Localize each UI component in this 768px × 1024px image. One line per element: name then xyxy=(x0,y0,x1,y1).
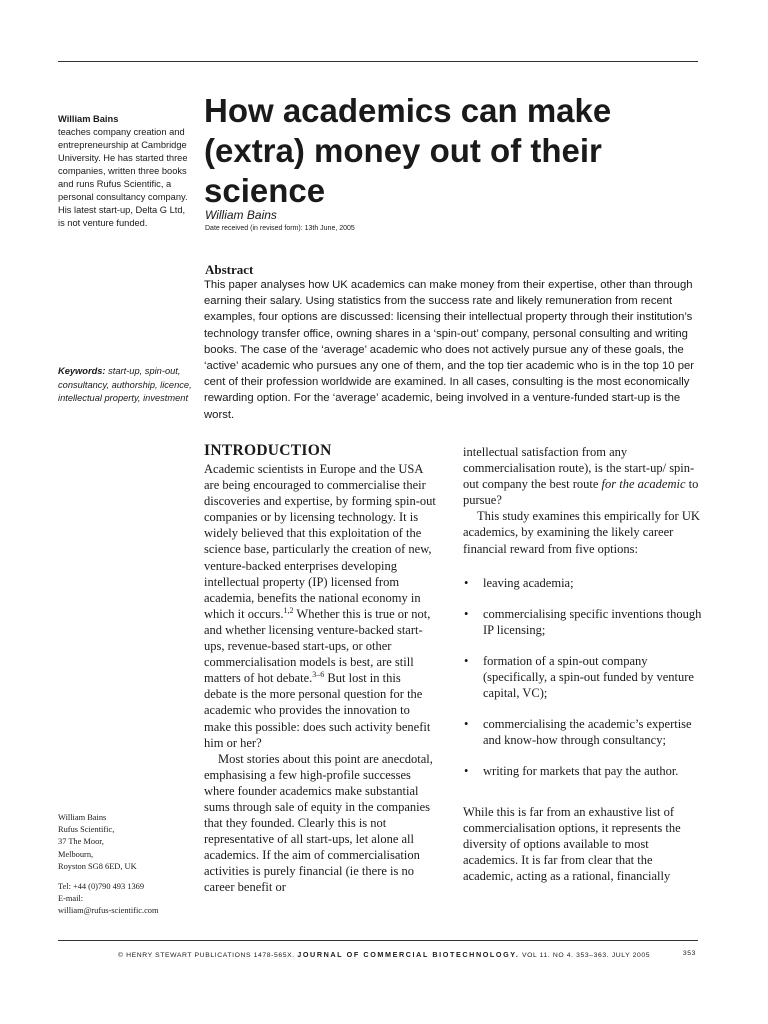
address-line: Royston SG8 6ED, UK xyxy=(58,861,137,871)
list-item-text: formation of a spin-out company (specifically, a spin-out funded by venture capital, VC); xyxy=(483,653,694,701)
list-item xyxy=(463,575,703,591)
top-rule xyxy=(58,61,698,62)
date-received: Date received (in revised form): 13th June, 2005 xyxy=(205,225,355,232)
list-item xyxy=(463,763,703,779)
footer-journal-name: JOURNAL OF COMMERCIAL BIOTECHNOLOGY. xyxy=(297,950,520,959)
bullet-icon: • xyxy=(464,717,469,732)
address-spacer xyxy=(58,873,198,881)
reference-superscript: 1,2 xyxy=(283,605,294,615)
list-item-text: leaving academia; xyxy=(483,575,574,590)
address-line: Rufus Scientific, xyxy=(58,825,115,835)
keywords xyxy=(58,365,193,406)
body-paragraph xyxy=(463,444,703,508)
options-list xyxy=(463,575,703,780)
address-line: William Bains xyxy=(58,813,107,822)
body-paragraph: While this is far from an exhaustive list of commercialisation options, it represents the diversity of options available to most academics. It is far from clear that the academic, acting as a rational, financially xyxy=(463,804,681,883)
author-bio xyxy=(58,113,188,230)
body-text-segment: to pursue? xyxy=(463,477,699,508)
correspondence-address xyxy=(58,812,198,918)
abstract-body: This paper analyses how UK academics can make money from their expertise, other than through earning their salary. Using statistics from the success rate and likely remuneration from recent examples, four options are discussed: licensing their intellectual property through their institution’s technology transfer office, owning shares in a ‘spin-out’ company, personal consulting and writing books. The case of the ‘average’ academic who does not actively pursue any of these goals, the ‘active’ academic who pursues any one of them, and the top tier academic who is in the top 10 per cent of their profession worldwide are examined. In all cases, consulting is the most economically rewarding option. For the ‘average’ academic, being involved in a venture-funded start-up is the worst. xyxy=(204,279,695,421)
body-text-segment: intellectual satisfaction from any commercialisation route), is the start-up/ spin-out company the best route xyxy=(463,445,695,492)
body-paragraph xyxy=(204,461,436,751)
abstract-heading: Abstract xyxy=(205,262,254,277)
keywords-text: start-up, spin-out, consultancy, authorship, licence, intellectual property, investment xyxy=(58,366,192,403)
introduction-heading: INTRODUCTION xyxy=(204,442,332,459)
body-column-left xyxy=(204,442,436,896)
footer-copyright: © HENRY STEWART PUBLICATIONS 1478-565X. xyxy=(118,952,295,959)
keywords-label: Keywords: xyxy=(58,366,106,376)
list-item xyxy=(463,606,703,638)
list-item-text: writing for markets that pay the author. xyxy=(483,764,679,779)
address-tel: Tel: +44 (0)790 493 1369 xyxy=(58,882,145,892)
address-email-label: E-mail: xyxy=(58,894,84,904)
footer-citation xyxy=(118,950,650,959)
address-line: Melbourn, xyxy=(58,849,94,859)
article-title: How academics can make (extra) money out of their science xyxy=(204,92,612,209)
list-item-text: commercialising the academic’s expertise and know-how through consultancy; xyxy=(483,717,692,748)
bullet-icon: • xyxy=(464,764,469,779)
body-text-segment: Academic scientists in Europe and the USA are being encouraged to commercialise their discoveries and expertise, by forming spin-out companies or by licensing technology. It is widely believed that this exploitation of the science base, particularly the creation of new, venture-backed enterprises developing intellectual property (IP) licensed from academia, benefits the national economy in which it occurs. xyxy=(204,462,436,621)
body-paragraph: This study examines this empirically for UK academics, by examining the likely career financial reward from five options: xyxy=(463,509,700,556)
article-byline: William Bains xyxy=(205,208,277,222)
body-text-emphasis: for the academic xyxy=(601,477,686,492)
footer-rule xyxy=(58,940,698,941)
bullet-icon: • xyxy=(464,606,469,621)
body-text-segment: Whether this is true or not, and whether licensing venture-backed start-ups, revenue-based start-ups, or other commercialisation models is best, are still matters of hot debate. xyxy=(204,606,431,686)
list-item xyxy=(463,653,703,701)
address-email[interactable]: william@rufus-scientific.com xyxy=(58,906,159,916)
bullet-icon: • xyxy=(464,575,469,590)
reference-superscript: 3–6 xyxy=(312,670,325,680)
footer-volume: VOL 11. NO 4. 353–363. JULY 2005 xyxy=(522,952,651,959)
address-line: 37 The Moor, xyxy=(58,837,104,847)
list-item-text: commercialising specific inventions though IP licensing; xyxy=(483,606,702,637)
bullet-icon: • xyxy=(464,653,469,668)
page-number: 353 xyxy=(682,950,696,957)
body-text-segment: But lost in this debate is the more personal question for the academic who provides the innovation to make this possible: does such activity benefit him or her? xyxy=(204,671,431,750)
list-item xyxy=(463,716,703,748)
author-bio-name: William Bains xyxy=(58,114,119,124)
author-bio-text: teaches company creation and entrepreneurship at Cambridge University. He has started three companies, written three books and runs Rufus Scientific, a personal consultancy company. His latest start-up, Delta G Ltd, is not venture funded. xyxy=(58,127,188,228)
body-paragraph: Most stories about this point are anecdotal, emphasising a few high-profile successes where founder academics make substantial sums through sale of equity in the companies that they founded. Clearly this is not representative of all start-ups, let alone all academics. If the aim of commercialisation activities is purely financial (ie there is no career benefit or xyxy=(204,751,433,895)
body-column-right xyxy=(463,444,703,884)
